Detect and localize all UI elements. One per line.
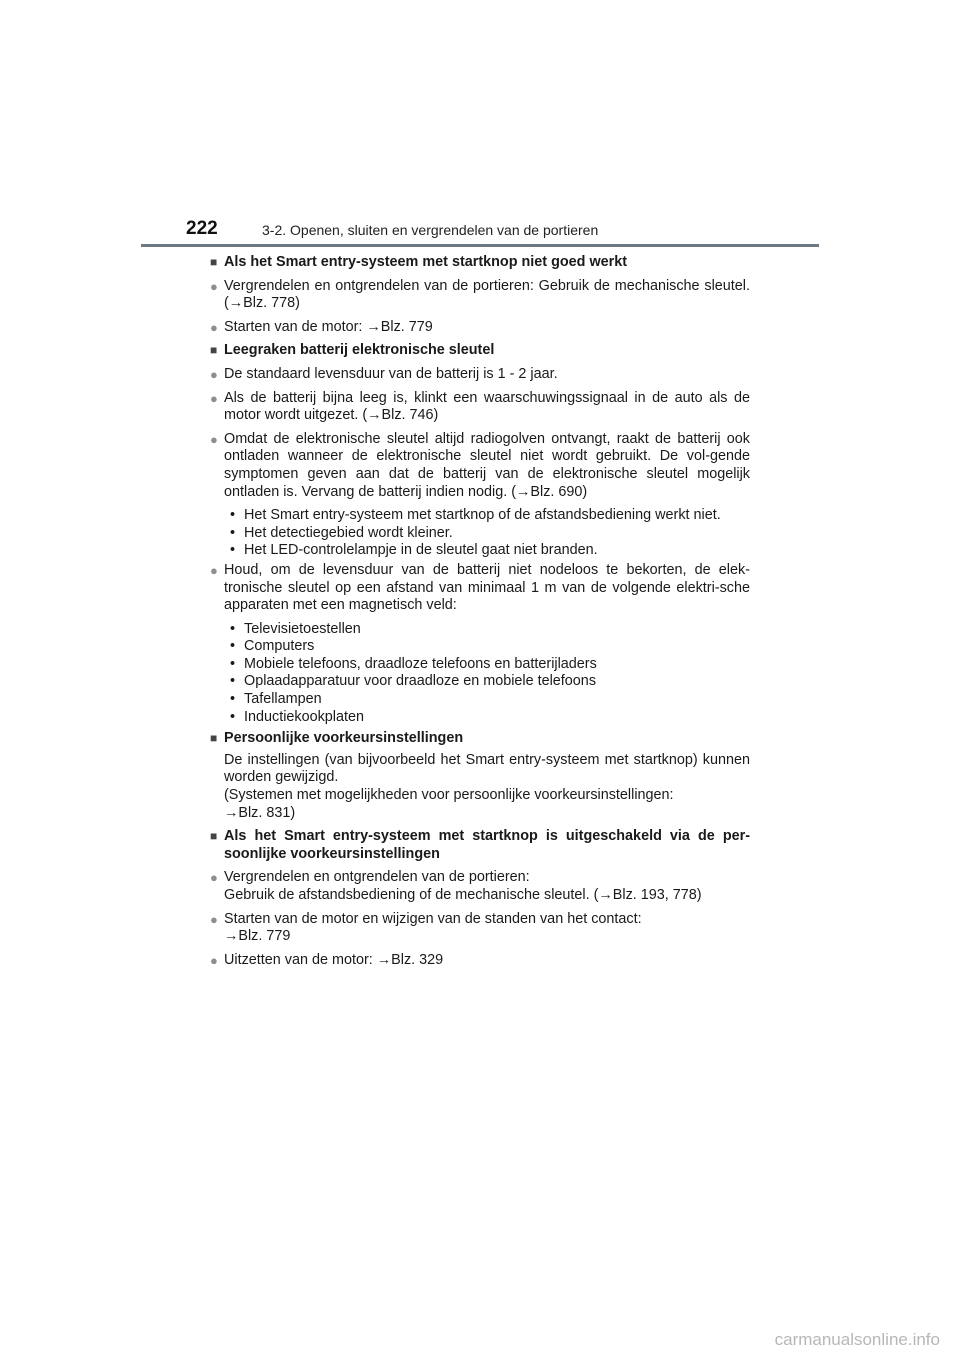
sub-bullet-icon: • (230, 673, 236, 690)
heading-text: Leegraken batterij elektronische sleutel (224, 342, 495, 359)
square-bullet-icon: ■ (210, 731, 218, 746)
paragraph: →Blz. 831) (224, 804, 296, 821)
sub-bullet-icon: • (230, 708, 236, 725)
sub-bullet-icon: • (230, 638, 236, 655)
page-content (210, 254, 750, 975)
sub-list-item: • Oplaadapparatuur voor draadloze en mobiele telefoons (224, 673, 750, 691)
list-item (210, 390, 750, 425)
list-item-text: Starten van de motor: →Blz. 779 (224, 318, 433, 335)
paragraph: (Systemen met mogelijkheden voor persoonlijke voorkeursinstellingen: (224, 787, 674, 804)
sub-list-item: • Televisietoestellen (224, 621, 750, 639)
symptom-list (224, 507, 750, 560)
heading-text: Als het Smart entry-systeem met startknop niet goed werkt (224, 254, 628, 270)
list-item-text: Starten van de motor en wijzigen van de standen van het contact: →Blz. 779 (224, 910, 642, 945)
list-item-text: Omdat de elektronische sleutel altijd radiogolven ontvangt, raakt de batterij ook ontladen wanneer de elektronische sleutel niet wordt gebruikt. De vol-gende symptomen geven aan dat de batterij van de elektronische sleutel mogelijk ontladen is. Vervang de batterij indien nodig. (→Blz. 690) (224, 430, 750, 500)
header-divider (141, 244, 819, 247)
list-item (210, 431, 750, 501)
list-item-text: Als de batterij bijna leeg is, klinkt een waarschuwingssignaal in de auto als de motor wordt uitgezet. (→Blz. 746) (224, 389, 750, 424)
circle-bullet-icon: ● (210, 911, 218, 927)
sub-bullet-icon: • (230, 691, 236, 708)
sub-list-item: • Mobiele telefoons, draadloze telefoons en batterijladers (224, 656, 750, 674)
list-item (210, 562, 750, 615)
list-item-text: Houd, om de levensduur van de batterij niet nodeloos te bekorten, de elek-tronische sleutel op een afstand van minimaal 1 m van de volgende elektri-sche apparaten met een magnetisch veld: (224, 561, 750, 614)
circle-bullet-icon: ● (210, 319, 218, 335)
section-heading (210, 828, 750, 863)
circle-bullet-icon: ● (210, 390, 218, 406)
list-item-text: De standaard levensduur van de batterij is 1 - 2 jaar. (224, 365, 558, 382)
watermark-logo: carmanualsonline.info (774, 1330, 940, 1349)
list-item (210, 319, 750, 337)
circle-bullet-icon: ● (210, 431, 218, 447)
chapter-header: 3-2. Openen, sluiten en vergrendelen van de portieren (262, 222, 599, 238)
sub-list-item: • Het detectiegebied wordt kleiner. (224, 525, 750, 543)
section-heading (210, 730, 750, 748)
sub-bullet-icon: • (230, 655, 236, 672)
list-item-text: Uitzetten van de motor: →Blz. 329 (224, 951, 444, 968)
circle-bullet-icon: ● (210, 562, 218, 578)
list-item-text: Vergrendelen en ontgrendelen van de portieren: Gebruik de mechanische sleutel. (→Blz. 778) (224, 277, 750, 312)
circle-bullet-icon: ● (210, 870, 218, 886)
circle-bullet-icon: ● (210, 952, 218, 968)
square-bullet-icon: ■ (210, 829, 218, 844)
sub-list-item: • Tafellampen (224, 691, 750, 709)
section-heading (210, 342, 750, 360)
heading-text: Persoonlijke voorkeursinstellingen (224, 730, 464, 747)
list-item (210, 869, 750, 904)
sub-list-item: • Het Smart entry-systeem met startknop of de afstandsbediening werkt niet. (224, 507, 750, 525)
list-item-text: Vergrendelen en ontgrendelen van de portieren: Gebruik de afstandsbediening of de mechanische sleutel. (→Blz. 193, 778) (224, 869, 702, 903)
list-item (210, 952, 750, 970)
sub-list-item: • Computers (224, 638, 750, 656)
list-item (210, 911, 750, 946)
section-personalization (210, 730, 750, 822)
section-battery-depletion (210, 342, 750, 726)
sub-list-item: • Het LED-controlelampje in de sleutel gaat niet branden. (224, 542, 750, 560)
section-smart-entry-disabled (210, 828, 750, 969)
section-smart-entry-malfunction (210, 254, 750, 336)
sub-list-item: • Inductiekookplaten (224, 709, 750, 727)
circle-bullet-icon: ● (210, 366, 218, 382)
sub-bullet-icon: • (230, 620, 236, 637)
square-bullet-icon: ■ (210, 343, 218, 358)
circle-bullet-icon: ● (210, 278, 218, 294)
section-heading (210, 254, 750, 272)
sub-bullet-icon: • (230, 542, 236, 559)
heading-text: Als het Smart entry-systeem met startknop is uitgeschakeld via de per-soonlijke voorkeursinstellingen (224, 828, 750, 862)
paragraph: De instellingen (van bijvoorbeeld het Smart entry-systeem met startknop) kunnen worden gewijzigd. (224, 751, 750, 786)
device-list (224, 621, 750, 727)
list-item (210, 366, 750, 384)
square-bullet-icon: ■ (210, 255, 218, 269)
page-number: 222 (186, 218, 218, 239)
sub-bullet-icon: • (230, 524, 236, 541)
list-item (210, 278, 750, 313)
sub-bullet-icon: • (230, 507, 236, 524)
